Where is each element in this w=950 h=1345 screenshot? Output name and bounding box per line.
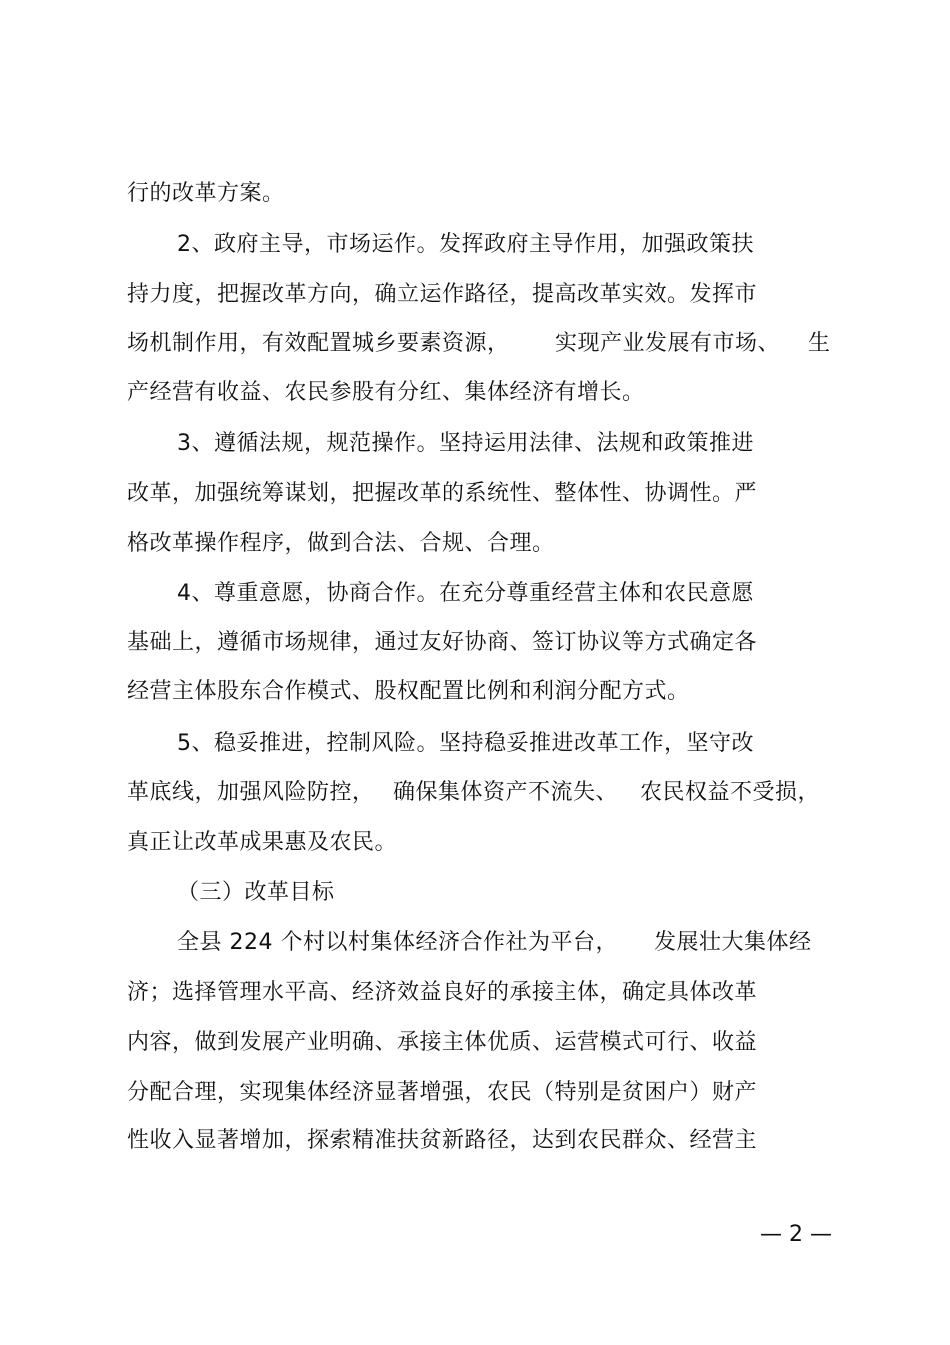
- paragraph-3-line-2: [127, 477, 757, 511]
- text-segment: 济；选择管理水平高、经济效益良好的承接主体，确定具体改革: [127, 980, 758, 1005]
- paragraph-5-line-2b: [393, 776, 618, 810]
- paragraph-3-line-3: [127, 527, 555, 561]
- paragraph-6-line-5: [127, 1124, 757, 1158]
- paragraph-6-line-4: [127, 1076, 757, 1110]
- text-segment: 4、尊重意愿，协商合作。在充分尊重经营主体和农民意愿: [177, 581, 754, 606]
- text-segment: 革底线，加强风险防控，: [127, 780, 375, 805]
- text-segment: 行的改革方案。: [127, 181, 285, 206]
- text-segment: 格改革操作程序，做到合法、合规、合理。: [127, 531, 555, 556]
- text-segment: 基础上，遵循市场规律，通过友好协商、签订协议等方式确定各: [127, 630, 758, 655]
- paragraph-3-line-1: [177, 427, 754, 461]
- paragraph-6-line-1a: [177, 926, 618, 960]
- paragraph-4-line-3: [127, 675, 690, 709]
- paragraph-4-line-2: [127, 626, 757, 660]
- paragraph-6-line-1b: [654, 926, 812, 960]
- text-segment: 场机制作用，有效配置城乡要素资源，: [127, 331, 510, 356]
- paragraph-5-line-2a: [127, 776, 375, 810]
- text-segment: 发展壮大集体经: [654, 930, 812, 955]
- section-heading: [177, 876, 335, 910]
- text-segment: 真正让改革成果惠及农民。: [127, 830, 398, 855]
- text-segment: 3、遵循法规，规范操作。坚持运用法律、法规和政策推进: [177, 431, 754, 456]
- paragraph-2-line-2: [127, 278, 757, 312]
- paragraph-4-line-1: [177, 577, 754, 611]
- text-segment: 持力度，把握改革方向，确立运作路径，提高改革实效。发挥市: [127, 282, 758, 307]
- paragraph-2-line-4: [127, 376, 645, 410]
- paragraph-5-line-3: [127, 826, 397, 860]
- text-segment: 分配合理，实现集体经济显著增强，农民（特别是贫困户）财产: [127, 1080, 758, 1105]
- paragraph-6-line-3: [127, 1026, 757, 1060]
- paragraph-2-line-3: [127, 327, 510, 361]
- text-segment: 产经营有收益、农民参股有分红、集体经济有增长。: [127, 380, 645, 405]
- page-number: — 2 —: [760, 1222, 832, 1247]
- text-segment: 全县 224 个村以村集体经济合作社为平台，: [177, 930, 618, 955]
- text-segment: 内容，做到发展产业明确、承接主体优质、运营模式可行、收益: [127, 1030, 758, 1055]
- text-segment: 实现产业发展有市场、: [555, 331, 781, 356]
- text-segment: 生: [808, 331, 831, 356]
- text-segment: 农民权益不受损，: [640, 780, 821, 805]
- text-segment: 改革，加强统筹谋划，把握改革的系统性、整体性、协调性。严: [127, 481, 758, 506]
- paragraph-6-line-2: [127, 976, 757, 1010]
- text-segment: 确保集体资产不流失、: [393, 780, 619, 805]
- text-segment: 2、政府主导，市场运作。发挥政府主导作用，加强政策扶: [177, 232, 754, 257]
- paragraph-5-line-1: [177, 727, 754, 761]
- paragraph-2-line-3c: [808, 327, 831, 361]
- text-line-1: [127, 177, 285, 211]
- text-segment: 5、稳妥推进，控制风险。坚持稳妥推进改革工作，坚守改: [177, 731, 754, 756]
- paragraph-2-line-1: [177, 228, 754, 262]
- paragraph-5-line-2c: [640, 776, 820, 810]
- text-segment: 性收入显著增加，探索精准扶贫新路径，达到农民群众、经营主: [127, 1128, 758, 1153]
- paragraph-2-line-3b: [555, 327, 780, 361]
- text-segment: （三）改革目标: [177, 880, 335, 905]
- text-segment: 经营主体股东合作模式、股权配置比例和利润分配方式。: [127, 679, 690, 704]
